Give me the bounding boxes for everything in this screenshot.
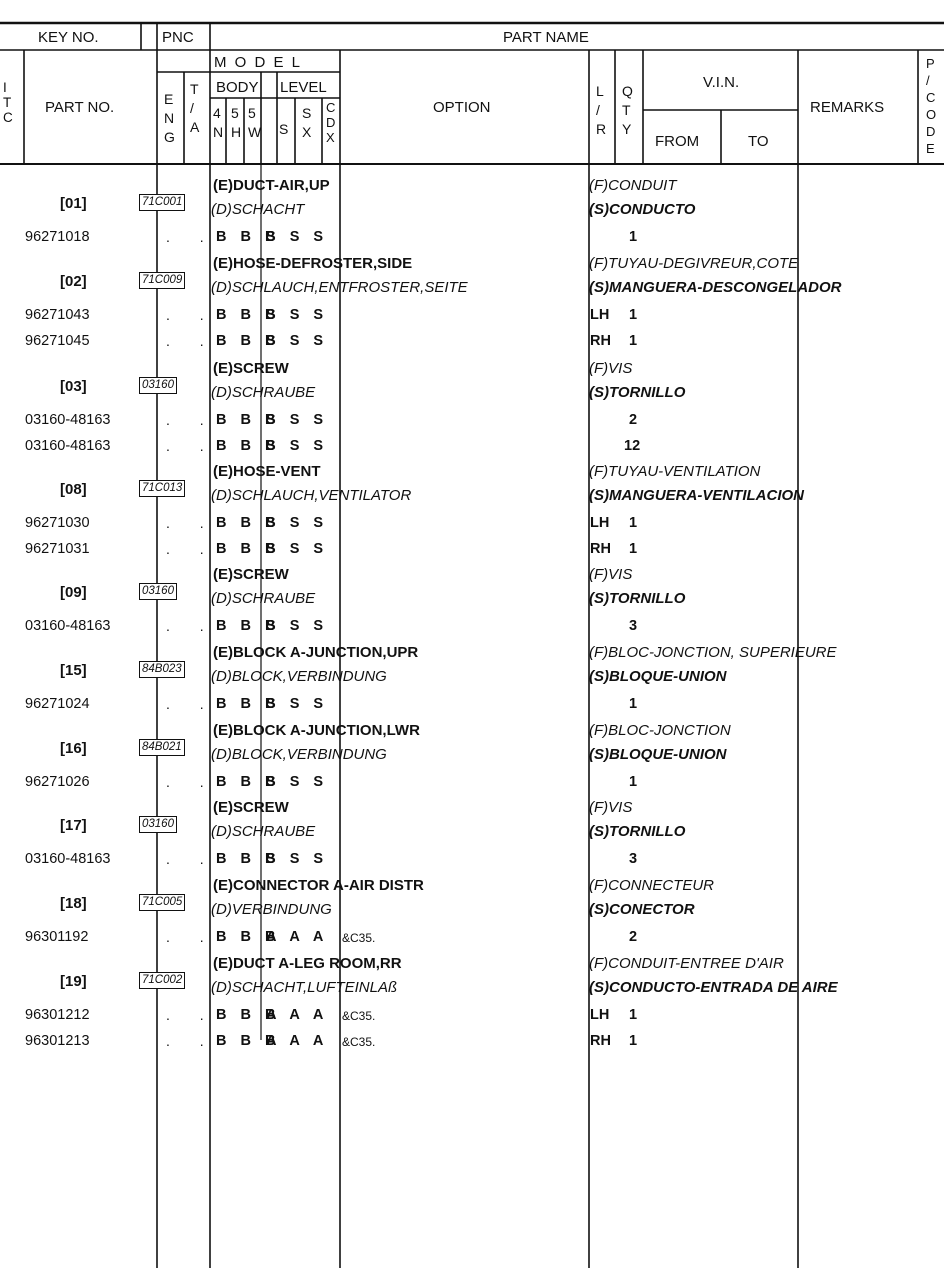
level-codes: S S S [266,774,329,790]
level-codes: A A A [266,1007,329,1023]
part-name-german: (D)SCHLAUCH,VENTILATOR [211,487,412,504]
part-name-german: (D)BLOCK,VERBINDUNG [211,668,387,685]
pcode-header: P / C O D E [926,56,937,156]
part-number: 96301192 [25,929,89,945]
key-number: [15] [60,662,87,679]
part-name-spanish: (S)TORNILLO [589,823,686,840]
part-number: 96271018 [25,229,90,245]
key-no-header: KEY NO. [38,29,99,46]
part-name-header: PART NAME [503,29,589,46]
part-name-french: (F)CONDUIT [589,177,677,194]
body-codes: B B B [216,438,281,454]
body-codes: B B B [216,307,281,323]
part-name-german: (D)SCHRAUBE [211,384,316,401]
part-name-german: (D)SCHRAUBE [211,590,316,607]
vin-from-header: FROM [655,133,700,150]
key-number: [01] [60,195,87,212]
part-number: 96271030 [25,515,90,531]
key-number: [09] [60,584,87,601]
qty-header: Q T Y [622,83,633,137]
quantity: 1 [629,1033,638,1049]
part-number: 96271043 [25,307,90,323]
part-name-english: (E)HOSE-VENT [213,463,321,480]
level-codes: S S S [266,851,329,867]
model-header: M O D E L [214,54,303,71]
body-codes: B B B [216,851,281,867]
part-no-header: PART NO. [45,99,115,116]
quantity: 3 [629,851,638,867]
part-name-english: (E)SCREW [213,566,289,583]
body-codes: B B B [216,1033,281,1049]
vin-header: V.I.N. [703,74,740,91]
part-number: 03160-48163 [25,851,111,867]
level-codes: A A A [266,1033,329,1049]
option-code: &C35. [342,1035,376,1049]
pnc-code: 71C013 [139,480,185,497]
body-codes: B B B [216,541,281,557]
part-name-spanish: (S)TORNILLO [589,590,686,607]
pnc-code: 03160 [139,377,177,394]
ta-header: T / A [190,81,200,135]
part-name-spanish: (S)MANGUERA-VENTILACION [589,487,804,504]
part-number: 96271031 [25,541,90,557]
quantity: 1 [629,696,638,712]
part-name-german: (D)BLOCK,VERBINDUNG [211,746,387,763]
part-name-english: (E)BLOCK A-JUNCTION,LWR [213,722,420,739]
eng-ta-markers: . . [166,696,217,712]
pnc-code: 71C002 [139,972,185,989]
part-name-english: (E)DUCT-AIR,UP [213,177,330,194]
part-number: 03160-48163 [25,438,111,454]
part-name-german: (D)SCHRAUBE [211,823,316,840]
part-name-french: (F)VIS [589,799,633,816]
part-name-german: (D)SCHLAUCH,ENTFROSTER,SEITE [211,279,468,296]
part-name-german: (D)SCHACHT [211,201,305,218]
level-codes: S S S [266,412,329,428]
vin-to-header: TO [748,133,769,150]
part-name-english: (E)CONNECTOR A-AIR DISTR [213,877,424,894]
part-name-spanish: (S)CONECTOR [589,901,695,918]
level-header: LEVEL [280,79,327,96]
quantity: 12 [624,438,641,454]
body-5h-header: 5 H [231,105,242,140]
body-codes: B B B [216,774,281,790]
level-cdx-header: C D X [326,100,336,145]
level-codes: S S S [266,618,329,634]
key-number: [02] [60,273,87,290]
left-right: LH [590,1007,610,1023]
itc-header: I T C [3,80,13,125]
quantity: 1 [629,541,638,557]
key-number: [16] [60,740,87,757]
part-number: 03160-48163 [25,412,111,428]
body-codes: B B B [216,229,281,245]
option-code: &C35. [342,931,376,945]
eng-ta-markers: . . [166,774,217,790]
eng-ta-markers: . . [166,333,217,349]
level-sx-header: S X [302,105,312,140]
eng-header: E N G [164,91,175,145]
pnc-code: 71C009 [139,272,185,289]
part-name-english: (E)DUCT A-LEG ROOM,RR [213,955,402,972]
part-name-spanish: (S)CONDUCTO-ENTRADA DE AIRE [589,979,838,996]
level-codes: A A A [266,929,329,945]
level-codes: S S S [266,307,329,323]
eng-ta-markers: . . [166,1007,217,1023]
pnc-code: 84B021 [139,739,185,756]
level-codes: S S S [266,541,329,557]
quantity: 1 [629,333,638,349]
part-name-french: (F)CONNECTEUR [589,877,714,894]
left-right: LH [590,515,610,531]
part-name-french: (F)TUYAU-DEGIVREUR,COTE [589,255,799,272]
pnc-code: 71C001 [139,194,185,211]
pnc-code: 71C005 [139,894,185,911]
body-5w-header: 5 W [248,105,262,140]
level-codes: S S S [266,438,329,454]
eng-ta-markers: . . [166,412,217,428]
pnc-code: 84B023 [139,661,185,678]
eng-ta-markers: . . [166,929,217,945]
key-number: [17] [60,817,87,834]
body-header: BODY [216,79,259,96]
body-codes: B B B [216,618,281,634]
part-number: 96301212 [25,1007,90,1023]
part-name-english: (E)HOSE-DEFROSTER,SIDE [213,255,413,272]
part-name-spanish: (S)MANGUERA-DESCONGELADOR [589,279,842,296]
eng-ta-markers: . . [166,515,217,531]
remarks-header: REMARKS [810,99,885,116]
quantity: 1 [629,515,638,531]
level-codes: S S S [266,333,329,349]
pnc-header: PNC [162,29,194,46]
body-codes: B B B [216,929,281,945]
part-number: 96271026 [25,774,90,790]
part-name-french: (F)BLOC-JONCTION, SUPERIEURE [589,644,837,661]
eng-ta-markers: . . [166,438,217,454]
left-right: RH [590,333,611,349]
part-name-english: (E)BLOCK A-JUNCTION,UPR [213,644,419,661]
part-number: 96271045 [25,333,90,349]
body-codes: B B B [216,412,281,428]
pnc-code: 03160 [139,816,177,833]
key-number: [18] [60,895,87,912]
quantity: 2 [629,929,638,945]
quantity: 2 [629,412,638,428]
level-codes: S S S [266,515,329,531]
quantity: 1 [629,774,638,790]
quantity: 3 [629,618,638,634]
part-name-english: (E)SCREW [213,360,289,377]
left-right: RH [590,541,611,557]
level-codes: S S S [266,696,329,712]
part-name-french: (F)VIS [589,360,633,377]
part-number: 96301213 [25,1033,90,1049]
eng-ta-markers: . . [166,618,217,634]
body-codes: B B B [216,333,281,349]
part-name-spanish: (S)TORNILLO [589,384,686,401]
part-name-spanish: (S)BLOQUE-UNION [589,746,727,763]
body-codes: B B B [216,515,281,531]
part-name-french: (F)VIS [589,566,633,583]
level-s-header: S [279,121,289,137]
left-right: LH [590,307,610,323]
part-name-spanish: (S)CONDUCTO [589,201,696,218]
key-number: [08] [60,481,87,498]
eng-ta-markers: . . [166,541,217,557]
part-name-english: (E)SCREW [213,799,289,816]
quantity: 1 [629,1007,638,1023]
part-name-french: (F)BLOC-JONCTION [589,722,731,739]
body-4n-header: 4 N [213,105,224,140]
body-codes: B B B [216,696,281,712]
part-number: 03160-48163 [25,618,111,634]
eng-ta-markers: . . [166,307,217,323]
eng-ta-markers: . . [166,1033,217,1049]
part-name-french: (F)TUYAU-VENTILATION [589,463,761,480]
body-codes: B B B [216,1007,281,1023]
part-name-german: (D)VERBINDUNG [211,901,332,918]
lr-header: L / R [596,83,607,137]
pnc-code: 03160 [139,583,177,600]
eng-ta-markers: . . [166,851,217,867]
key-number: [03] [60,378,87,395]
part-number: 96271024 [25,696,90,712]
key-number: [19] [60,973,87,990]
option-header: OPTION [433,99,491,116]
option-code: &C35. [342,1009,376,1023]
quantity: 1 [629,229,638,245]
eng-ta-markers: . . [166,229,217,245]
level-codes: S S S [266,229,329,245]
quantity: 1 [629,307,638,323]
part-name-french: (F)CONDUIT-ENTREE D'AIR [589,955,784,972]
part-name-spanish: (S)BLOQUE-UNION [589,668,727,685]
part-name-german: (D)SCHACHT,LUFTEINLAß [211,979,398,996]
left-right: RH [590,1033,611,1049]
